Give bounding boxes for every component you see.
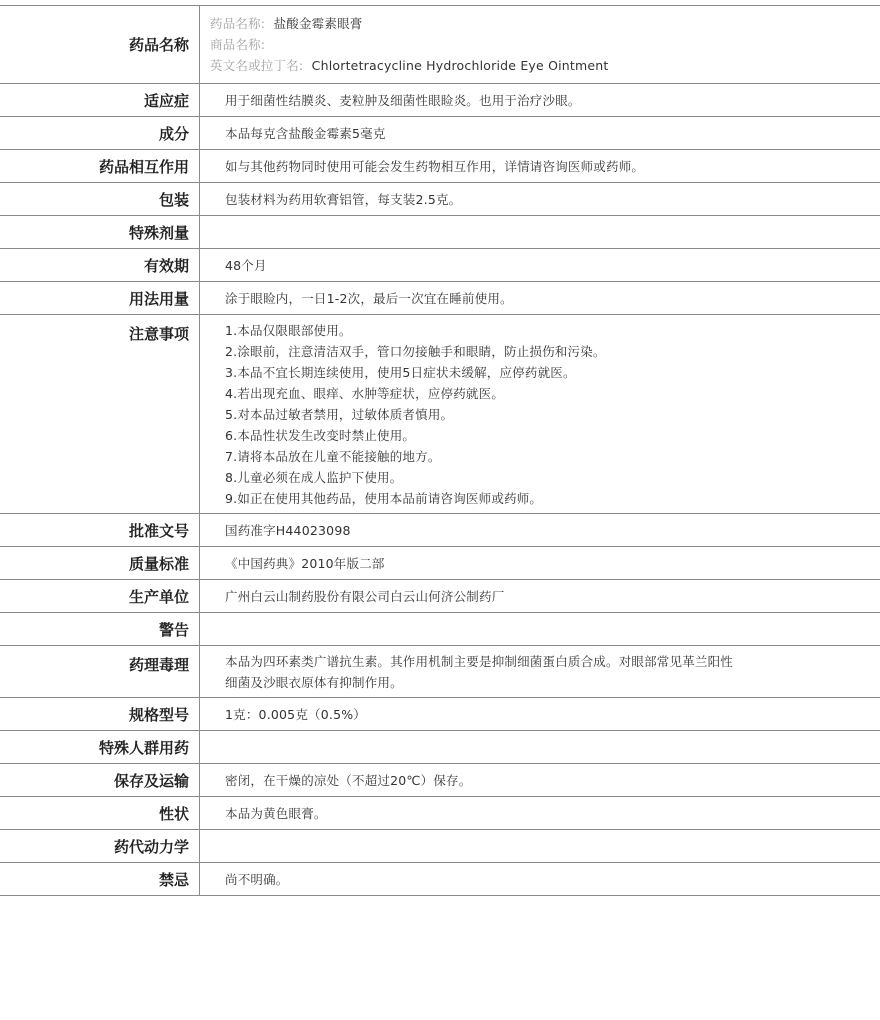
- table-row: [0, 216, 880, 249]
- row-label: 批准文号: [0, 514, 200, 546]
- row-value: 本品每克含盐酸金霉素5毫克: [225, 125, 386, 141]
- row-value: 尚不明确。: [225, 871, 289, 887]
- table-row: [0, 547, 880, 580]
- row-label: 警告: [0, 613, 200, 645]
- row-label: 特殊剂量: [0, 216, 200, 248]
- list-item: 4.若出现充血、眼痒、水肿等症状，应停药就医。: [225, 386, 505, 401]
- table-row: [0, 117, 880, 150]
- row-label: 包装: [0, 183, 200, 215]
- row-value: 广州白云山制药股份有限公司白云山何济公制药厂: [225, 588, 505, 604]
- row-value: 密闭，在干燥的凉处（不超过20℃）保存。: [225, 772, 472, 788]
- generic-name-line: [210, 13, 870, 34]
- generic-name-value: 盐酸金霉素眼膏: [273, 16, 363, 31]
- table-row: [0, 698, 880, 731]
- row-label: 注意事项: [0, 315, 200, 513]
- row-label: 适应症: [0, 84, 200, 116]
- table-row: [0, 84, 880, 117]
- table-row: [0, 249, 880, 282]
- table-row: [0, 580, 880, 613]
- table-row: [0, 514, 880, 547]
- list-item: 5.对本品过敏者禁用，过敏体质者慎用。: [225, 407, 454, 422]
- text-line: 细菌及沙眼衣原体有抑制作用。: [225, 675, 403, 690]
- table-row: [0, 613, 880, 646]
- row-value: [200, 613, 880, 645]
- generic-name-label: 药品名称:: [210, 16, 266, 31]
- row-value: [200, 830, 880, 862]
- row-label: 禁忌: [0, 863, 200, 895]
- row-value: 国药准字H44023098: [225, 522, 351, 538]
- row-value: 1克：0.005克（0.5%）: [225, 706, 366, 722]
- row-value: 《中国药典》2010年版二部: [225, 555, 385, 571]
- drug-name-values: [200, 6, 880, 83]
- row-label: 有效期: [0, 249, 200, 281]
- drug-info-table: [0, 5, 880, 896]
- row-value: [200, 216, 880, 248]
- text-line: 本品为四环素类广谱抗生素。其作用机制主要是抑制细菌蛋白质合成。对眼部常见革兰阳性: [225, 654, 734, 669]
- table-row: [0, 282, 880, 315]
- row-value: 包装材料为药用软膏铝管，每支装2.5克。: [225, 191, 462, 207]
- row-label: 规格型号: [0, 698, 200, 730]
- list-item: 2.涂眼前，注意清洁双手，管口勿接触手和眼睛，防止损伤和污染。: [225, 344, 606, 359]
- row-value: 涂于眼睑内，一日1-2次，最后一次宜在睡前使用。: [225, 290, 513, 306]
- list-item: 3.本品不宜长期连续使用，使用5日症状未缓解，应停药就医。: [225, 365, 576, 380]
- row-label: 生产单位: [0, 580, 200, 612]
- table-row: [0, 731, 880, 764]
- english-name-line: [210, 55, 870, 76]
- row-value: 用于细菌性结膜炎、麦粒肿及细菌性眼睑炎。也用于治疗沙眼。: [225, 92, 581, 108]
- english-name-value: Chlortetracycline Hydrochloride Eye Ointment: [311, 58, 609, 73]
- table-row: [0, 797, 880, 830]
- table-row: [0, 150, 880, 183]
- table-row: [0, 830, 880, 863]
- row-label: 质量标准: [0, 547, 200, 579]
- table-row: [0, 764, 880, 797]
- row-drug-name: [0, 6, 880, 84]
- row-label: 性状: [0, 797, 200, 829]
- list-item: 7.请将本品放在儿童不能接触的地方。: [225, 449, 441, 464]
- row-value: [200, 731, 880, 763]
- list-item: 9.如正在使用其他药品，使用本品前请咨询医师或药师。: [225, 491, 543, 506]
- row-label: 用法用量: [0, 282, 200, 314]
- table-row: [0, 183, 880, 216]
- row-label: 保存及运输: [0, 764, 200, 796]
- row-pharmacology: [0, 646, 880, 698]
- list-item: 8.儿童必须在成人监护下使用。: [225, 470, 403, 485]
- row-label: 药理毒理: [0, 646, 200, 697]
- precautions-list: [200, 315, 880, 513]
- list-item: 1.本品仅限眼部使用。: [225, 323, 352, 338]
- row-label: 成分: [0, 117, 200, 149]
- row-value: 如与其他药物同时使用可能会发生药物相互作用，详情请咨询医师或药师。: [225, 158, 645, 174]
- row-label: 药品相互作用: [0, 150, 200, 182]
- row-label: 药品名称: [0, 6, 200, 83]
- trade-name-label: 商品名称:: [210, 37, 266, 52]
- row-label: 特殊人群用药: [0, 731, 200, 763]
- table-row: [0, 863, 880, 896]
- trade-name-line: [210, 34, 870, 55]
- row-label: 药代动力学: [0, 830, 200, 862]
- row-value: 48个月: [225, 257, 267, 273]
- pharmacology-text: [200, 646, 880, 697]
- row-value: 本品为黄色眼膏。: [225, 805, 327, 821]
- list-item: 6.本品性状发生改变时禁止使用。: [225, 428, 416, 443]
- english-name-label: 英文名或拉丁名:: [210, 58, 304, 73]
- row-precautions: [0, 315, 880, 514]
